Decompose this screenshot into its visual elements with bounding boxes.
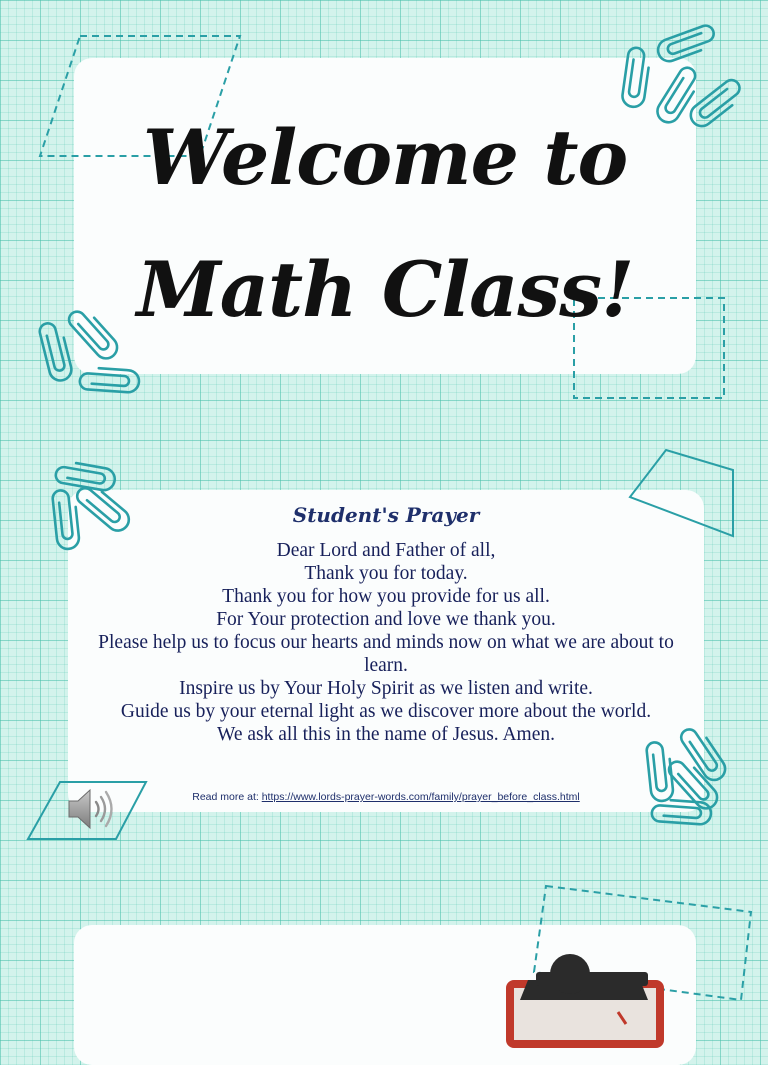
clipboard-icon <box>500 950 670 1024</box>
title-line-2: Math Class! <box>136 245 634 334</box>
prayer-line: Thank you for today. <box>304 563 468 584</box>
prayer-text <box>68 539 704 746</box>
speaker-icon[interactable] <box>66 786 118 832</box>
page-title <box>74 92 696 356</box>
prayer-line: Please help us to focus our hearts and minds now on what we are about to learn. <box>98 632 674 676</box>
source-prefix: Read more at: <box>192 791 259 803</box>
title-line-1: Welcome to <box>142 113 628 202</box>
source-link[interactable]: https://www.lords-prayer-words.com/family/prayer_before_class.html <box>261 791 580 803</box>
prayer-heading: Student's Prayer <box>292 503 480 527</box>
prayer-line: Dear Lord and Father of all, <box>276 540 496 561</box>
prayer-line: Guide us by your eternal light as we discover more about the world. <box>120 701 652 722</box>
prayer-line: For Your protection and love we thank you. <box>216 609 556 630</box>
prayer-line: Thank you for how you provide for us all. <box>222 586 550 607</box>
prayer-line: We ask all this in the name of Jesus. Amen. <box>217 724 555 745</box>
prayer-line: Inspire us by Your Holy Spirit as we listen and write. <box>179 678 593 699</box>
source-line <box>68 791 704 803</box>
